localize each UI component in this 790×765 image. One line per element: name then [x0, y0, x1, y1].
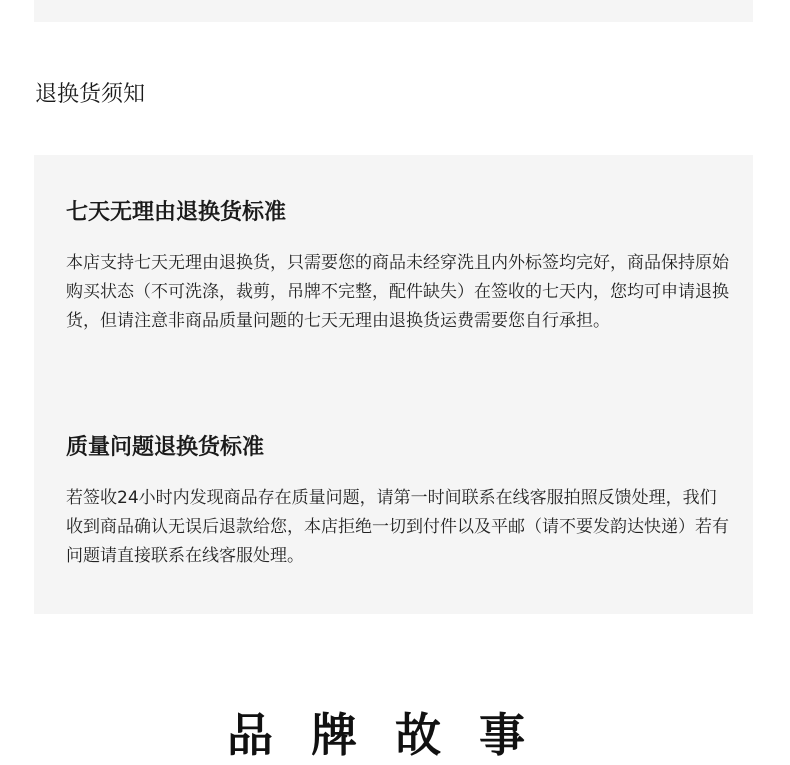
seven-day-return-text: 本店支持七天无理由退换货，只需要您的商品未经穿洗且内外标签均完好，商品保持原始购买状态（不可洗涤，裁剪，吊牌不完整，配件缺失）在签收的七天内，您均可申请退换货，但请注意非商品质量问题的七天无理由退换货运费需要您自行承担。 — [66, 253, 729, 331]
return-policy-panel — [34, 155, 753, 614]
quality-issue-return-heading: 质量问题退换货标准 — [66, 435, 265, 460]
section-title: 退换货须知 — [35, 82, 146, 107]
seven-day-return-heading: 七天无理由退换货标准 — [66, 200, 287, 225]
quality-issue-return-text: 若签收24小时内发现商品存在质量问题，请第一时间联系在线客服拍照反馈处理，我们收到商品确认无误后退款给您，本店拒绝一切到付件以及平邮（请不要发韵达快递）若有问题请直接联系在线客服处理。 — [66, 488, 729, 566]
previous-section-panel — [34, 0, 753, 22]
brand-story-title: 品牌故事 — [227, 708, 563, 762]
